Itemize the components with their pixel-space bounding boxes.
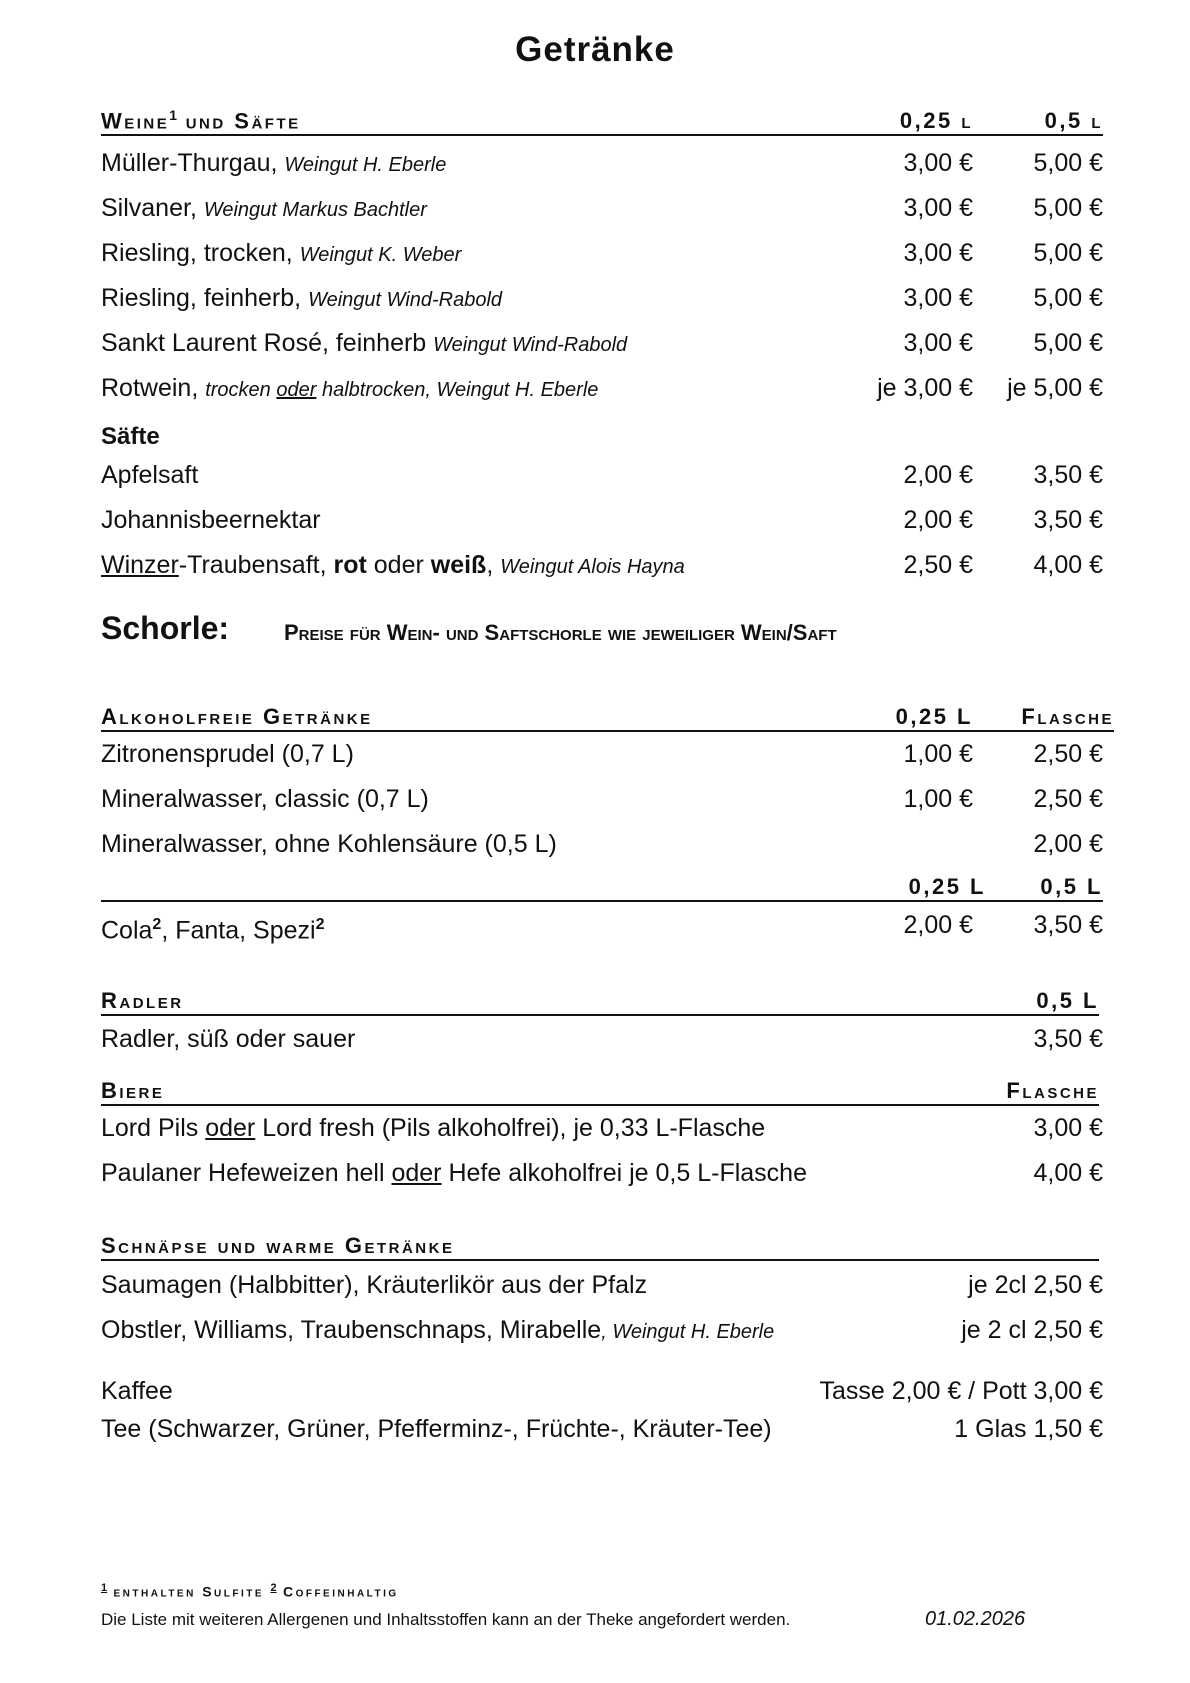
section-label-wines: Weine$^1$ und Säfte	[101, 106, 301, 133]
menu-item: Zitronensprudel (0,7 L) 1,00 € 2,50 €	[101, 740, 1103, 768]
menu-item: Saumagen (Halbbitter), Kräuterlikör aus der Pfalz je 2cl 2,50 €	[101, 1271, 1103, 1299]
menu-item: Paulaner Hefeweizen hell oder Hefe alkoholfrei je 0,5 L-Flasche 4,00 €	[101, 1159, 1103, 1187]
schorle-title: Schorle:	[101, 610, 230, 646]
column-large: 0,5 l	[1044, 108, 1103, 133]
menu-item: Obstler, Williams, Traubenschnaps, Mirabelle, Weingut H. Eberle je 2 cl 2,50 €	[101, 1316, 1103, 1344]
menu-item: Sankt Laurent Rosé, feinherb Weingut Wind-Rabold 3,00 € 5,00 €	[101, 329, 1103, 357]
section-header-beers: Biere Flasche	[101, 1070, 1099, 1106]
section-header-radler: Radler 0,5 L	[101, 980, 1099, 1016]
menu-item: Riesling, feinherb, Weingut Wind-Rabold 3,00 € 5,00 €	[101, 284, 1103, 312]
subheading-juices: Säfte	[101, 423, 160, 450]
menu-item: Apfelsaft 2,00 € 3,50 €	[101, 461, 1103, 489]
menu-item: Tee (Schwarzer, Grüner, Pfefferminz-, Früchte-, Kräuter-Tee) 1 Glas 1,50 €	[101, 1415, 1103, 1443]
menu-item: Riesling, trocken, Weingut K. Weber 3,00 € 5,00 €	[101, 239, 1103, 267]
menu-item-rotwein: Rotwein, trocken oder halbtrocken, Weingut H. Eberle je 3,00 € je 5,00 €	[101, 374, 1103, 402]
menu-item: Mineralwasser, classic (0,7 L) 1,00 € 2,50 €	[101, 785, 1103, 813]
menu-item: Johannisbeernektar 2,00 € 3,50 €	[101, 506, 1103, 534]
section-header-softdrinks: Alkoholfreie Getränke 0,25 L Flasche	[101, 696, 1114, 732]
menu-item-cola: Cola$^2$, Fanta, Spezi$^2$ 2,00 € 3,50 €	[101, 911, 1103, 945]
menu-item: Kaffee Tasse 2,00 € / Pott 3,00 €	[101, 1377, 1103, 1405]
allergen-note: Die Liste mit weiteren Allergenen und Inhaltsstoffen kann an der Theke angefordert werden.	[101, 1610, 791, 1629]
footnotes: $^1$ enthalten Sulfite $^2$ Coffeinhaltig	[101, 1582, 399, 1600]
column-small: 0,25 l	[899, 108, 973, 133]
section-header-schnaps: Schnäpse und warme Getränke	[101, 1225, 1099, 1261]
date: 01.02.2026	[925, 1608, 1026, 1630]
menu-item: Radler, süß oder sauer 3,50 €	[101, 1025, 1103, 1053]
schorle-note: Preise für Wein- und Saftschorle wie jeweiliger Wein/Saft	[284, 620, 837, 645]
section-header-wines	[101, 100, 1103, 136]
page-title: Getränke	[515, 30, 675, 69]
menu-item: Müller-Thurgau, Weingut H. Eberle 3,00 € 5,00 €	[101, 149, 1103, 177]
menu-item-traubensaft: Winzer-Traubensaft, rot oder weiß, Weingut Alois Hayna 2,50 € 4,00 €	[101, 551, 1103, 579]
section-header-cola: 0,25 L 0,5 L	[101, 866, 1103, 902]
menu-item: Lord Pils oder Lord fresh (Pils alkoholfrei), je 0,33 L-Flasche 3,00 €	[101, 1114, 1103, 1142]
menu-item: Silvaner, Weingut Markus Bachtler 3,00 € 5,00 €	[101, 194, 1103, 222]
menu-item: Mineralwasser, ohne Kohlensäure (0,5 L) 2,00 €	[101, 830, 1103, 858]
